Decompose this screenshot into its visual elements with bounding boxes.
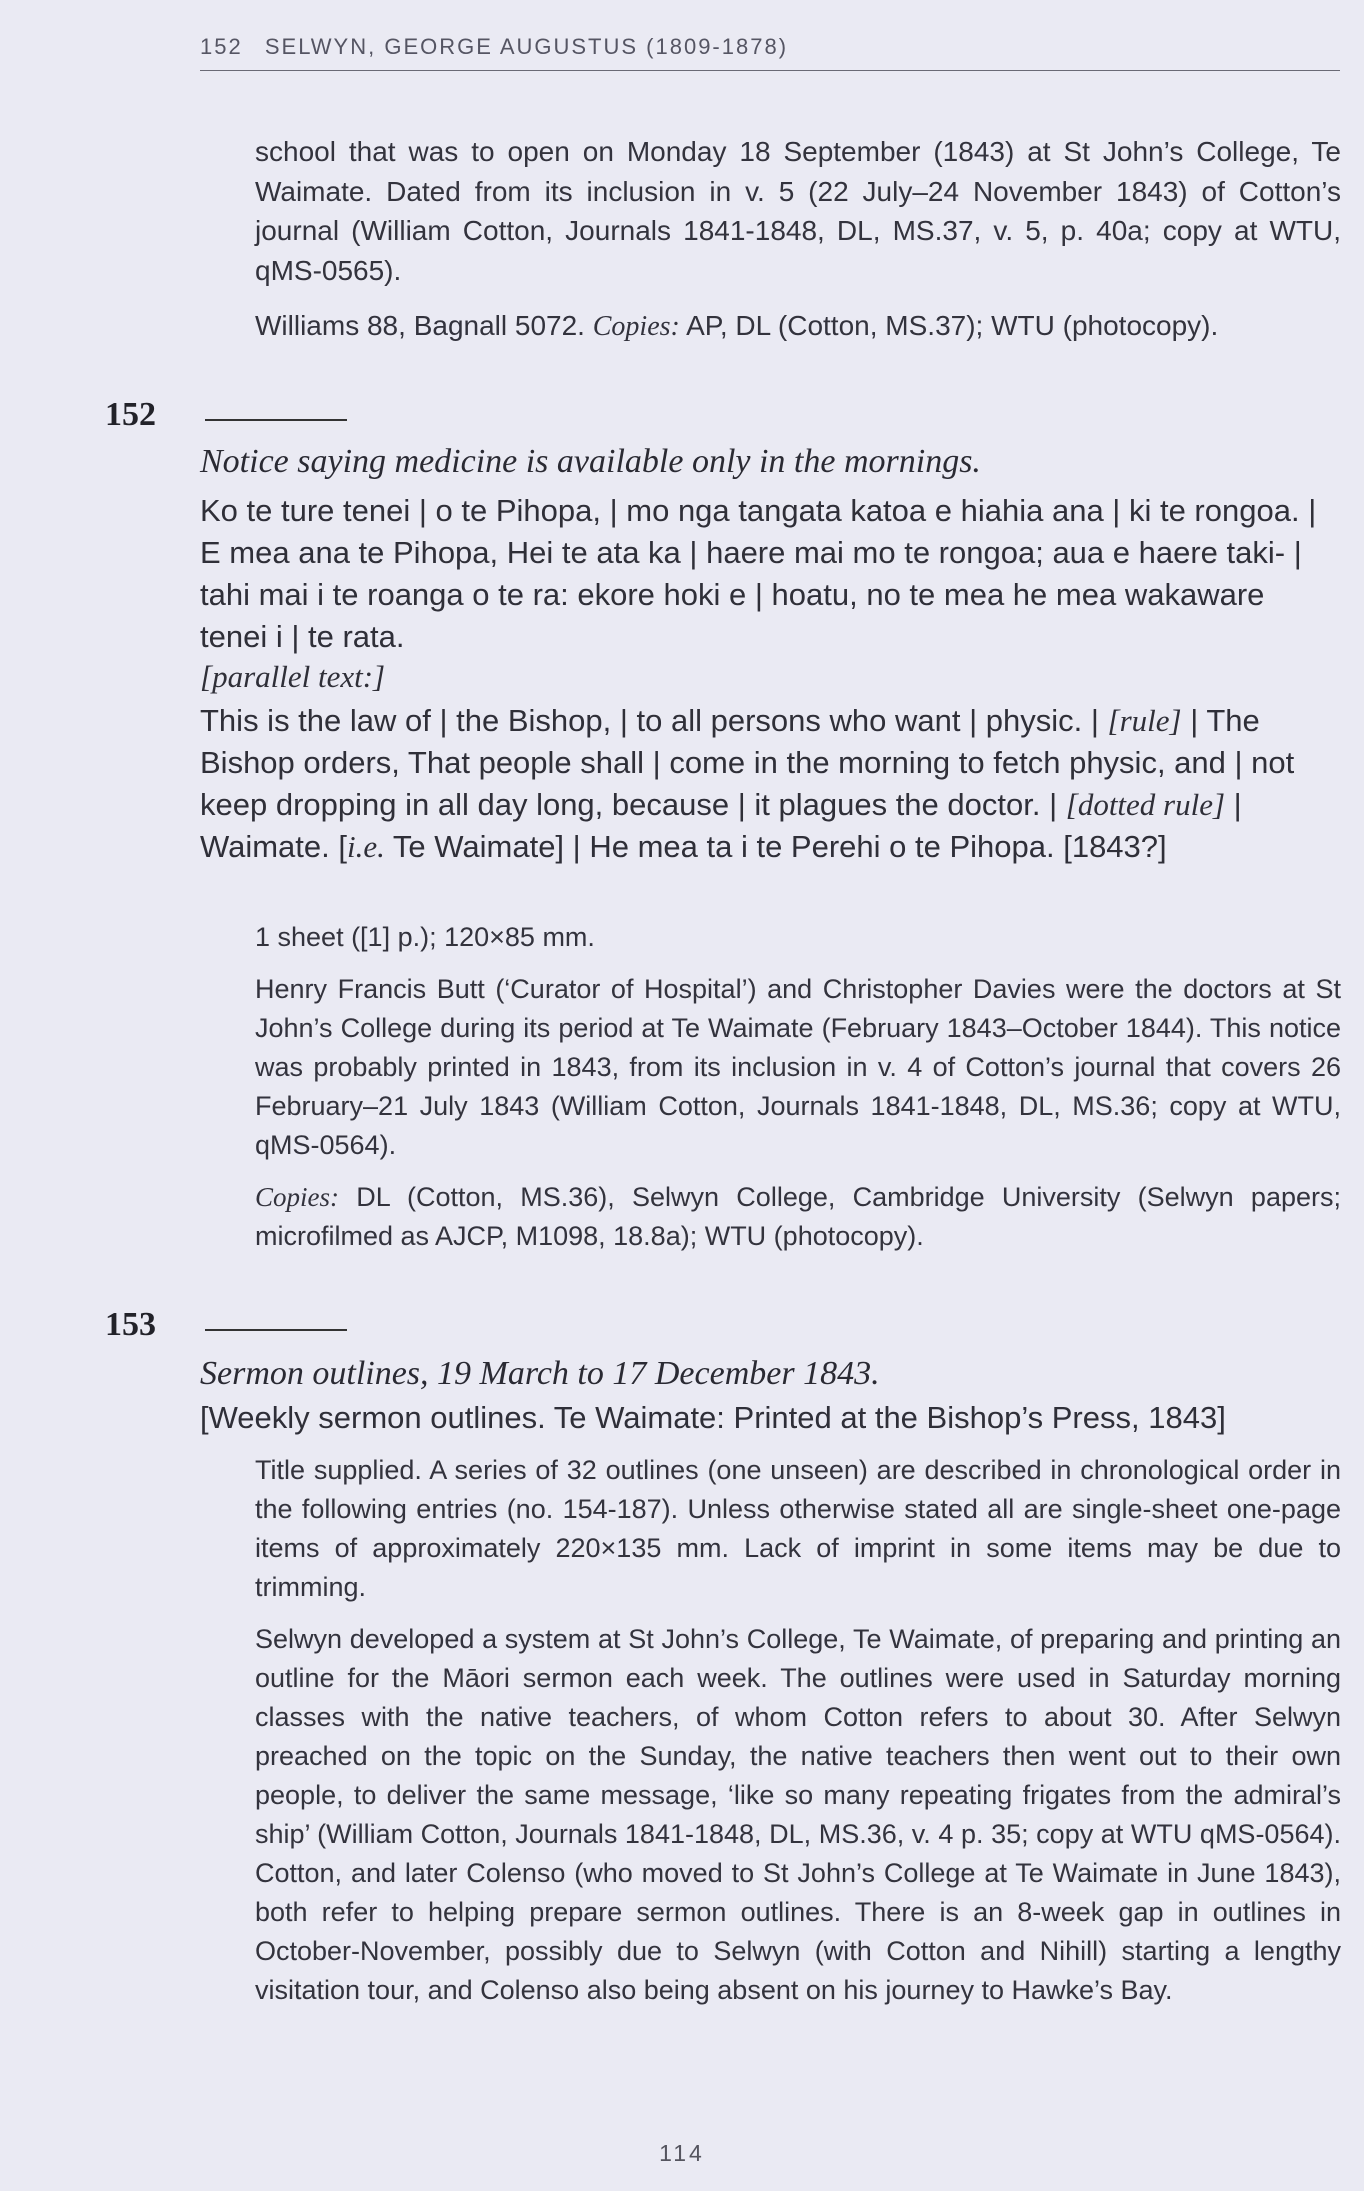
entry-153-imprint: [Weekly sermon outlines. Te Waimate: Printed at the Bishop’s Press, 1843] bbox=[200, 1400, 1226, 1435]
ie-label: i.e. bbox=[347, 829, 385, 864]
entry-152-physical-description: 1 sheet ([1] p.); 120×85 mm. bbox=[255, 922, 595, 952]
entry-152-note: Henry Francis Butt (‘Curator of Hospital’) and Christopher Davies were the doctors at St John’s College during its period at Te Waimate (February 1843–October 1844). This notice was probably printed in 1843, from its inclusion in v. 4 of Cotton’s journal that covers 26 February–21 July 1843 (William Cotton, Journals 1841-1848, DL, MS.36; copy at WTU, qMS-0564). bbox=[255, 974, 1341, 1160]
dotted-rule-label: [dotted rule] bbox=[1065, 787, 1226, 822]
intro-references bbox=[255, 306, 1341, 347]
english-text-part-2: | The Bishop orders, That people shall | come in the morning to fetch physic, and | not keep dropping in all day long, because | it plagues the doctor. | bbox=[200, 703, 1295, 822]
english-text-part-4: Te Waimate] | He mea ta i te Perehi o te Pihopa. [1843?] bbox=[384, 829, 1167, 864]
entry-153-note-1: Title supplied. A series of 32 outlines (one unseen) are described in chronological order in the following entries (no. 154-187). Unless otherwise stated all are single-sheet one-page items of approximately 220×135 mm. Lack of imprint in some items may be due to trimming. bbox=[255, 1455, 1341, 1602]
english-text-part-3: | Waimate. [ bbox=[200, 787, 1242, 864]
entry-rule-152 bbox=[205, 419, 347, 421]
running-header bbox=[200, 34, 1340, 71]
entry-152-maori-text: Ko te ture tenei | o te Pihopa, | mo nga tangata katoa e hiahia ana | ki te rongoa. | E mea ana te Pihopa, Hei te ata ka | haere mai mo te rongoa; aua e haere taki- | tahi mai i te roanga o te ra: ekore hoki e | hoatu, no te mea he mea wakaware tenei i | te rata. bbox=[200, 493, 1317, 654]
intro-copies-label: Copies: bbox=[592, 311, 680, 342]
entry-number-153: 153 bbox=[105, 1306, 156, 1343]
entry-153-note-2: Selwyn developed a system at St John’s College, Te Waimate, of preparing and printing an outline for the Māori sermon each week. The outlines were used in Saturday morning classes with the native teachers, of whom Cotton refers to about 30. After Selwyn preached on the topic on the Sunday, the native teachers then went out to their own people, to deliver the same message, ‘like so many repeating frigates from the admiral’s ship’ (William Cotton, Journals 1841-1848, DL, MS.36, v. 4 p. 35; copy at WTU qMS-0564). Cotton, and later Colenso (who moved to St John’s College at Te Waimate in June 1843), both refer to helping prepare sermon outlines. There is an 8-week gap in outlines in October-November, possibly due to Selwyn (with Cotton and Nihill) starting a lengthy visitation tour, and Colenso also being absent on his journey to Hawke’s Bay. bbox=[255, 1624, 1341, 2005]
intro-refs-rest: AP, DL (Cotton, MS.37); WTU (photocopy). bbox=[679, 310, 1219, 341]
english-text-part-1: This is the law of | the Bishop, | to all persons who want | physic. | bbox=[200, 703, 1108, 738]
entry-rule-153 bbox=[205, 1329, 347, 1331]
entry-152-copies-text: DL (Cotton, MS.36), Selwyn College, Cambridge University (Selwyn papers; microfilmed as AJCP, M1098, 18.8a); WTU (photocopy). bbox=[255, 1182, 1341, 1251]
entry-152-parallel-label: [parallel text:] bbox=[200, 659, 386, 694]
intro-note: school that was to open on Monday 18 September (1843) at St John’s College, Te Waimate. Dated from its inclusion in v. 5 (22 July–24 November 1843) of Cotton’s journal (William Cotton, Journals 1841-1848, DL, MS.37, v. 5, p. 40a; copy at WTU, qMS-0565). bbox=[255, 136, 1341, 286]
intro-refs-prefix: Williams 88, Bagnall 5072. bbox=[255, 310, 593, 341]
entry-153-title: Sermon outlines, 19 March to 17 December 1843. bbox=[200, 1355, 880, 1392]
entry-152-title: Notice saying medicine is available only in the mornings. bbox=[200, 443, 981, 480]
entry-152-copies bbox=[255, 1178, 1341, 1256]
header-title: SELWYN, GEORGE AUGUSTUS (1809-1878) bbox=[264, 34, 789, 59]
rule-label: [rule] bbox=[1107, 703, 1182, 738]
page-folio: 114 bbox=[659, 2140, 705, 2166]
entry-152-english-text bbox=[200, 700, 1340, 868]
header-page-number: 152 bbox=[200, 34, 243, 59]
entry-152-copies-label: Copies: bbox=[255, 1182, 339, 1212]
entry-number-152: 152 bbox=[105, 396, 156, 433]
